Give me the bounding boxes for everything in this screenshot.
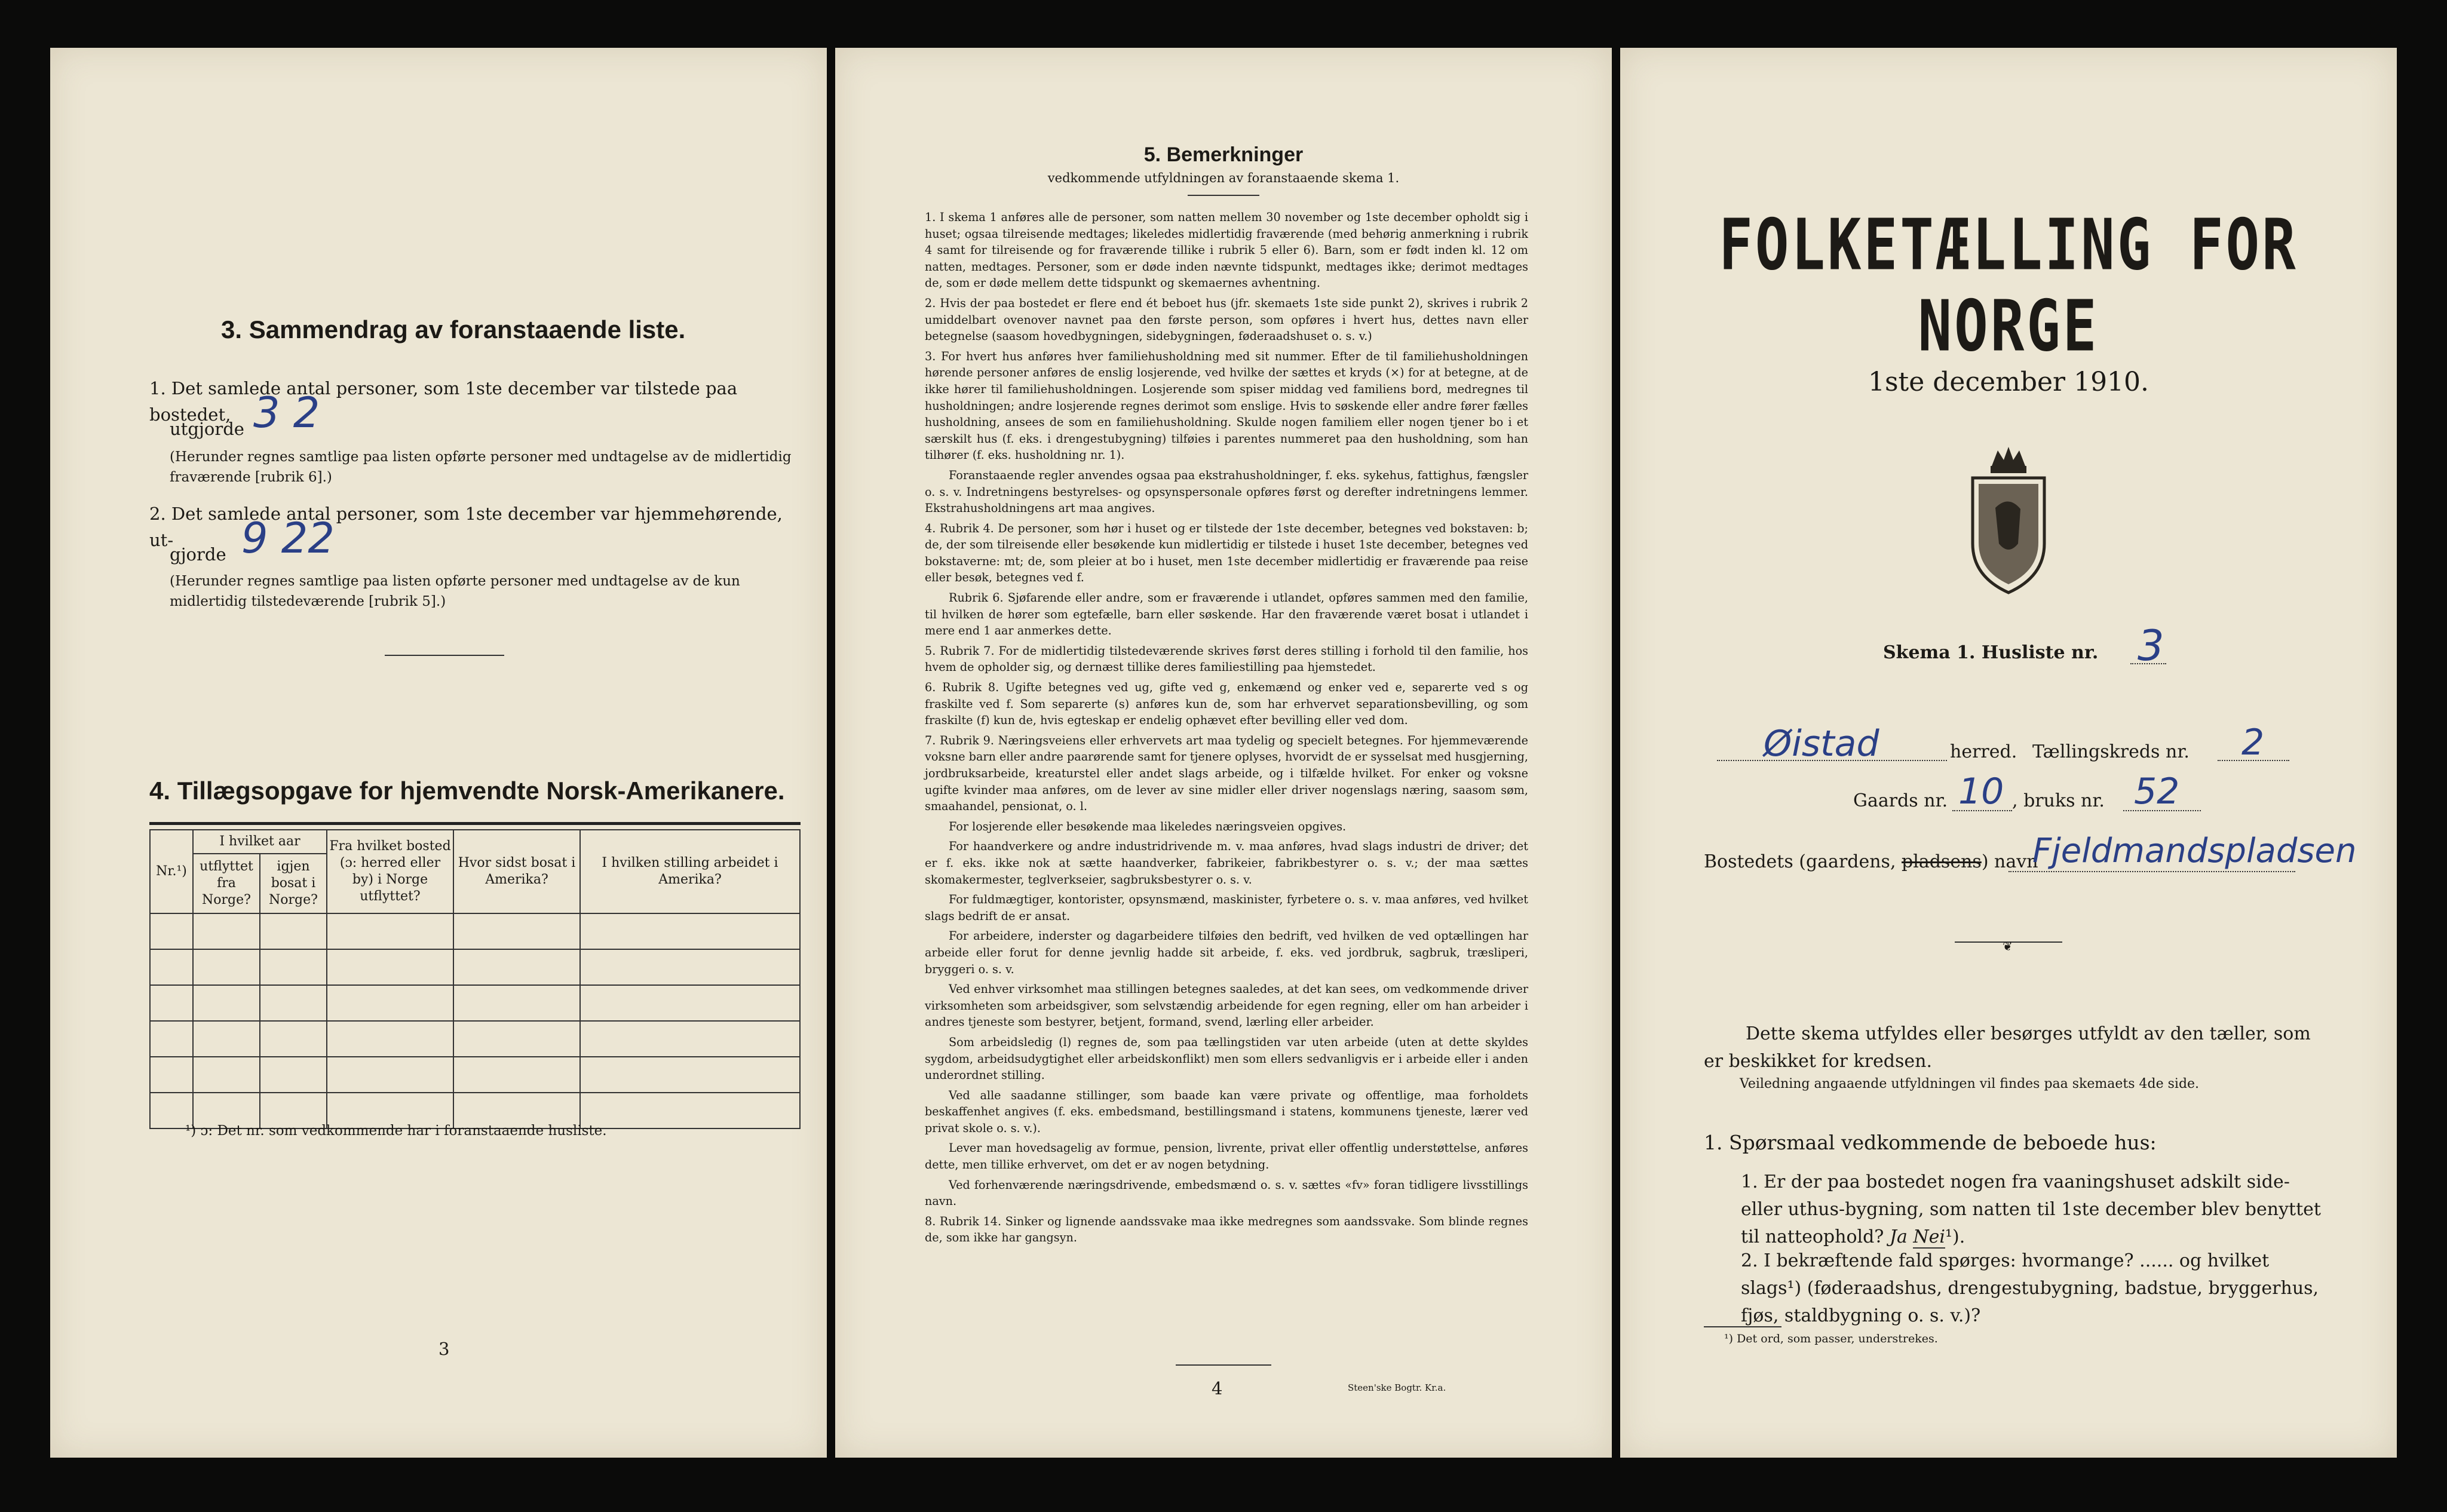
page-number: 3 bbox=[439, 1339, 450, 1359]
item2-label: gjorde bbox=[170, 544, 226, 565]
remark-item: 6. Rubrik 8. Ugifte betegnes ved ug, gifte ved g, enkemænd og enker ved e, separerte ved s og fraskilte ved f. Som separerte (s) anføres kun de, som har erhvervet separationsbevilling, og som fraskilte (f) kun de, hvis egteskap er endelig ophævet efter bevilling eller ved dom. bbox=[925, 680, 1528, 728]
item2-note: (Herunder regnes samtlige paa listen opførte personer med undtagelse av de kun midlertidig tilstedeværende [rubrik 5].) bbox=[170, 573, 740, 609]
remark-item: 5. Rubrik 7. For de midlertidig tilstedeværende skrives først deres stilling i forhold til den familie, hos hvem de opholder sig, og dernæst tillike deres familiestilling paa hjemstedet. bbox=[925, 643, 1528, 674]
item1-text: 1. Det samlede antal personer, som 1ste december var tilstede paa bostedet, bbox=[149, 378, 738, 425]
remark-item: 4. Rubrik 4. De personer, som hør i huset og er tilstede der 1ste december, betegnes ved bokstaven: b; de, der som tilreisende eller besøkende kun midlertidig er tilstede i huset 1ste december, betegnes ved bokstaverne: mt; de, som pleier at bo i huset, men 1ste december midlertidig er fraværende paa reise eller besøk, betegnes ved f. bbox=[925, 521, 1528, 585]
remark-item: 7. Rubrik 9. Næringsveiens eller erhvervets art maa tydelig og specielt betegnes. For hjemmeværende voksne barn eller andre paarørende samt for tjenere oplyses, hvorvidt de er sysselsat med husgjerning, jordbruksarbeide, kreaturstel eller andet slags arbeide, og i tilfælde hvilket. For enker og voksne ugifte kvinder maa anføres, om de lever av sine midler eller driver nogenslags næring, saasom søm, smaahandel, pensionat, o. l. bbox=[925, 733, 1528, 814]
remark-item: Lever man hovedsagelig av formue, pension, livrente, privat eller offentlig understøttelse, anføres dette, men tillike erhvervet, om det er av nogen betydning. bbox=[925, 1141, 1528, 1172]
norsk-amerikanere-table bbox=[149, 829, 801, 1129]
kreds-value: 2 bbox=[2241, 722, 2265, 763]
remark-item: For fuldmægtiger, kontorister, opsynsmænd, maskinister, fyrbetere o. s. v. maa anføres, ved hvilket slags bedrift de er ansat. bbox=[925, 893, 1528, 923]
coat-of-arms-icon bbox=[1961, 442, 2056, 597]
remark-item: Rubrik 6. Sjøfarende eller andre, som er fraværende i utlandet, opføres sammen med den familie, til hvilken de hører som egtefælle, barn eller søskende. Har den fraværende været bosat i utlandet i mere end 1 aar anmerkes dette. bbox=[925, 591, 1528, 638]
bruks-label: , bruks nr. bbox=[2012, 790, 2105, 811]
table-row bbox=[150, 1057, 800, 1093]
remark-item: For haandverkere og andre industridrivende m. v. maa anføres, hvad slags industri de driver; det er f. eks. ikke nok at sætte haandverker, fabrikeier, fabrikbestyrer o. s. v.; der maa sættes skomakermester, teglverkseier, sagbruksbestyrer o. s. v. bbox=[925, 839, 1528, 887]
item1-note: (Herunder regnes samtlige paa listen opførte personer med undtagelse av de midlertidig fraværende [rubrik 6].) bbox=[170, 449, 792, 485]
page-right bbox=[1620, 48, 2397, 1458]
printer-mark: Steen'ske Bogtr. Kr.a. bbox=[1348, 1382, 1446, 1393]
question-2: 2. I bekræftende fald spørges: hvormange? ...... og hvilket slags¹) (føderaadshus, drengestubygning, badstue, bryggerhus, fjøs, staldbygning o. s. v.)? bbox=[1741, 1250, 2319, 1326]
remarks-heading: 5. Bemerkninger bbox=[1143, 143, 1304, 166]
table-row bbox=[150, 949, 800, 985]
remark-item: Som arbeidsledig (l) regnes de, som paa tællingstiden var uten arbeide (uten at dette skyldes sygdom, arbeidsudygtighet eller arbeidskonflikt) men som ellers sedvanligvis er i arbeide eller i anden underordnet stilling. bbox=[925, 1035, 1528, 1082]
col-nr: Nr.¹) bbox=[150, 830, 193, 913]
table-footnote: ¹) ɔ: Det nr. som vedkommende har i foranstaaende husliste. bbox=[185, 1123, 607, 1139]
col-fra-bosted: Fra hvilket bosted (ɔ: herred eller by) i Norge utflyttet? bbox=[327, 830, 453, 913]
question-1: 1. Er der paa bostedet nogen fra vaaningshuset adskilt side- eller uthus-bygning, som natten til 1ste december blev benyttet til natteophold? Ja Nei¹). bbox=[1741, 1171, 2321, 1247]
herred-value: Øistad bbox=[1764, 723, 1879, 765]
remark-item: Ved alle saadanne stillinger, som baade kan være private og offentlige, maa forholdets beskaffenhet angives (f. eks. embedsmand, bestillingsmand i statens, kommunens tjeneste, lærer ved privat skole o. s. v.). bbox=[925, 1088, 1528, 1135]
husliste-nr-value: 3 bbox=[2138, 621, 2164, 670]
col-stilling: I hvilken stilling arbeidet i Amerika? bbox=[580, 830, 800, 913]
remarks-subheading: vedkommende utfyldningen av foranstaaende skema 1. bbox=[1047, 171, 1400, 185]
col-sidst-bosat: Hvor sidst bosat i Amerika? bbox=[453, 830, 580, 913]
footnote: ¹) Det ord, som passer, understrekes. bbox=[1724, 1332, 1938, 1345]
table-top-rule bbox=[149, 822, 801, 825]
divider bbox=[1188, 195, 1259, 196]
form-date: 1ste december 1910. bbox=[1868, 367, 2149, 397]
item2-value: 9 22 bbox=[241, 514, 335, 563]
skema-label: Skema 1. Husliste nr. bbox=[1883, 642, 2099, 663]
col-utflyttet: utflyttet fra Norge? bbox=[193, 854, 260, 913]
remark-item: For losjerende eller besøkende maa likeledes næringsveien opgives. bbox=[949, 819, 1347, 833]
col-hvilket-aar: I hvilket aar bbox=[193, 830, 327, 854]
remark-item: Ved forhenværende næringsdrivende, embedsmænd o. s. v. sættes «fv» foran tidligere livsstillings navn. bbox=[925, 1177, 1528, 1209]
section-3-heading: 3. Sammendrag av foranstaaende liste. bbox=[221, 315, 686, 344]
intro-text: Dette skema utfyldes eller besørges utfyldt av den tæller, som er beskikket for kredsen. bbox=[1704, 1023, 2311, 1072]
gaards-value: 10 bbox=[1958, 771, 2004, 812]
remark-item: 1. I skema 1 anføres alle de personer, som natten mellem 30 november og 1ste december opholdt sig i huset; ogsaa tilreisende medtages; likeledes midlertidig fraværende (med behørig anmerkning i rubrik 4 samt for tilreisende og for fraværende tillike i rubrik 5 eller 6). Barn, som er født inden kl. 12 om natten, medtages. Personer, som er døde inden nævnte tidspunkt, medtages ikke; derimot medtages de, som er døde mellem dette tidspunkt og skemaernes avhentning. bbox=[925, 210, 1528, 290]
page-left bbox=[50, 48, 827, 1458]
divider bbox=[1176, 1364, 1271, 1366]
herred-label: herred. bbox=[1950, 741, 2017, 762]
table-row bbox=[150, 913, 800, 949]
dotted-line bbox=[2008, 871, 2295, 872]
intro-note: Veiledning angaaende utfyldningen vil findes paa skemaets 4de side. bbox=[1740, 1077, 2200, 1091]
item2-text: 2. Det samlede antal personer, som 1ste december var hjemmehørende, ut- bbox=[149, 504, 783, 550]
table-row bbox=[150, 1021, 800, 1057]
gaards-label: Gaards nr. bbox=[1853, 790, 1948, 811]
item1-value: 3 2 bbox=[253, 388, 320, 437]
remark-item: Foranstaaende regler anvendes ogsaa paa ekstrahusholdninger, f. eks. sykehus, fattighus, fængsler o. s. v. Indretningens bestyrelses- og opsynspersonale opføres først og derefter indretningens lemmer. Ekstrahusholdningens art maa angives. bbox=[925, 468, 1528, 516]
form-title: FOLKETÆLLING FOR NORGE bbox=[1719, 204, 2298, 368]
col-igjen: igjen bosat i Norge? bbox=[260, 854, 327, 913]
kreds-label: Tællingskreds nr. bbox=[2032, 741, 2190, 762]
page-number: 4 bbox=[1212, 1378, 1223, 1398]
remark-item: Ved enhver virksomhet maa stillingen betegnes saaledes, at det kan sees, om vedkommende driver virksomheten som arbeidsgiver, som selvstændig arbeidende for egen regning, eller om han arbeider i andres tjeneste som bestyrer, betjent, formand, svend, lærling eller arbeider. bbox=[925, 982, 1528, 1029]
table-row bbox=[150, 985, 800, 1021]
bosted-value: Fjeldmandspladsen bbox=[2032, 832, 2357, 870]
item1-label: utgjorde bbox=[170, 419, 244, 439]
bruks-value: 52 bbox=[2134, 771, 2180, 812]
remark-item: For arbeidere, inderster og dagarbeidere tilføies den bedrift, ved hvilken de ved optællingen har arbeide eller forut for denne jevnlig hadde sit arbeide, f. eks. ved jordbruk, sagbruk, træsliperi, bryggeri o. s. v. bbox=[925, 929, 1528, 976]
remark-item: 8. Rubrik 14. Sinker og lignende aandssvake maa ikke medregnes som aandssvake. Som blinde regnes de, som ikke har gangsyn. bbox=[925, 1214, 1528, 1245]
bosted-label: Bostedets (gaardens, pladsens) navn bbox=[1704, 851, 2038, 872]
divider bbox=[1704, 1326, 1781, 1327]
remark-item: 2. Hvis der paa bostedet er flere end ét beboet hus (jfr. skemaets 1ste side punkt 2), skrives i rubrik 2 umiddelbart ovenover navnet paa den første person, som opføres i hvert hus, dettes navn eller betegnelse (saasom hovedbygningen, sidebygningen, føderaadshuset o. s. v.) bbox=[925, 296, 1528, 344]
remark-item: 3. For hvert hus anføres hver familiehusholdning med sit nummer. Efter de til familiehusholdningen hørende personer anføres de enslig losjerende, ved hvilke der sættes et kryds (×) for at betegne, at de ikke hører til familiehusholdningen. Losjerende som spiser middag ved familiens bord, medregnes til husholdningen; andre losjerende regnes derimot som enslige. Hvis to søskende eller andre fører fælles husholdning, ansees de som en familiehusholdning. Skulde nogen familiem eller nogen tjener bo i et særskilt hus (f. eks. i drengestubygning) tilføies i parentes nummeret paa den husholdning, som han tilhører (f. eks. husholdning nr. 1). bbox=[925, 349, 1528, 462]
divider bbox=[385, 655, 504, 656]
ornament-icon: ❦ bbox=[2003, 939, 2013, 953]
section-4-heading: 4. Tillægsopgave for hjemvendte Norsk-Amerikanere. bbox=[149, 777, 785, 805]
remarks-list bbox=[925, 209, 1528, 1250]
page-middle bbox=[835, 48, 1612, 1458]
questions-heading: 1. Spørsmaal vedkommende de beboede hus: bbox=[1704, 1131, 2157, 1154]
